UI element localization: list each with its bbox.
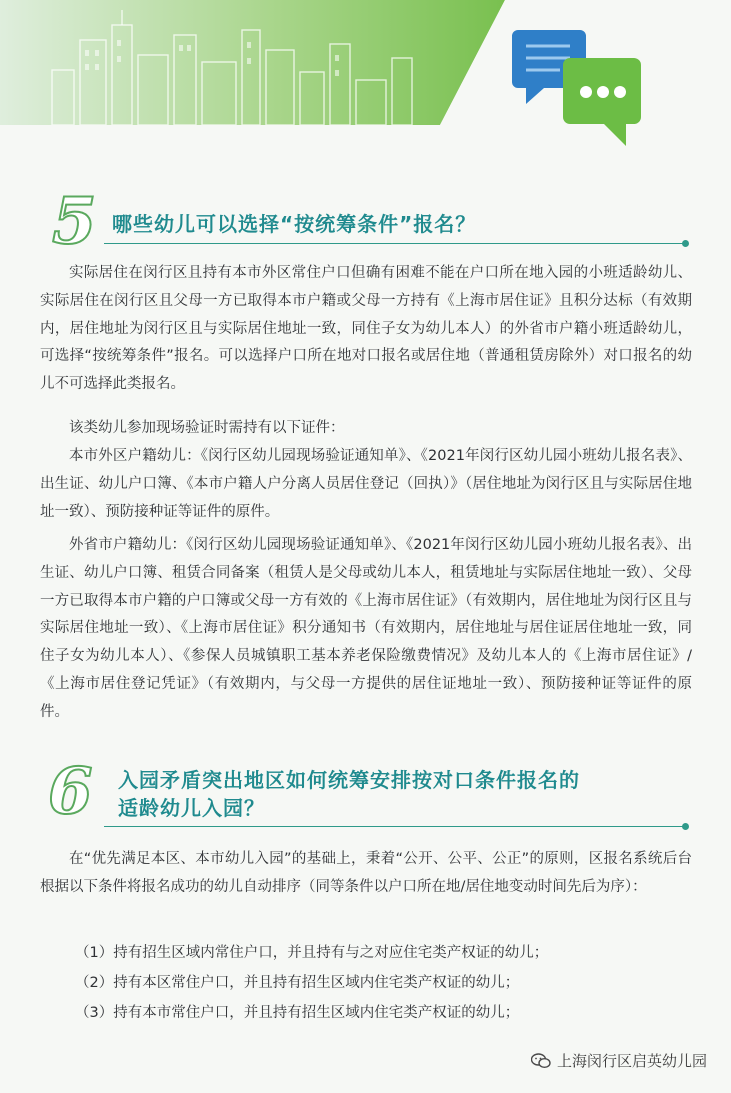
section-5-paragraph-2: 该类幼儿参加现场验证时需持有以下证件： xyxy=(69,420,345,436)
condition-item-1: （1）持有招生区域内常住户口，并且持有与之对应住宅类产权证的幼儿； xyxy=(75,945,549,961)
section-6-divider xyxy=(104,826,686,827)
chat-bubbles-icon xyxy=(510,22,645,162)
section-6-intro: 在“优先满足本区、本市幼儿入园”的基础上，秉着“公开、公平、公正”的原则，区报名系统后台根据以下条件将报名成功的幼儿自动排序（同等条件以户口所在地/居住地变动时间先后为序）： xyxy=(40,851,692,895)
section-6-title-line-1: 入园矛盾突出地区如何统筹安排按对口条件报名的 xyxy=(118,768,580,792)
condition-item-2: （2）持有本区常住户口，并且持有招生区域内住宅类产权证的幼儿； xyxy=(75,975,520,991)
section-5-divider-dot xyxy=(682,240,689,247)
section-6-divider-dot xyxy=(682,823,689,830)
section-5-title: 哪些幼儿可以选择“按统筹条件”报名？ xyxy=(112,212,477,236)
wechat-account-watermark xyxy=(531,1050,707,1071)
section-5-paragraph-4: 外省市户籍幼儿：《闵行区幼儿园现场验证通知单》、《2021年闵行区幼儿园小班幼儿报名表》、出生证、幼儿户口簿、租赁合同备案（租赁人是父母或幼儿本人，租赁地址与实际居住地址一致）、父母一方已取得本市户籍的户口簿或父母一方有效的《上海市居住证》（有效期内，居住地址为闵行区且与实际居住地址一致）、《上海市居住证》积分通知书（有效期内，居住地址与居住证居住地址一致，同住子女为幼儿本人）、《参保人员城镇职工基本养老保险缴费情况》及幼儿本人的《上海市居住证》/《上海市居住登记凭证》（有效期内，与父母一方提供的居住证地址一致）、预防接种证等证件的原件。 xyxy=(40,537,692,720)
condition-item-3: （3）持有本市常住户口，并且持有招生区域内住宅类产权证的幼儿； xyxy=(75,1005,520,1021)
section-5-paragraph-1: 实际居住在闵行区且持有本市外区常住户口但确有困难不能在户口所在地入园的小班适龄幼儿、实际居住在闵行区且父母一方已取得本市户籍或父母一方持有《上海市居住证》且积分达标（有效期内，居住地址为闵行区且与实际居住地址一致，同住子女为幼儿本人）的外省市户籍小班适龄幼儿，可选择“按统筹条件”报名。可以选择户口所在地对口报名或居住地（普通租赁房除外）对口报名的幼儿不可选择此类报名。 xyxy=(40,265,692,393)
section-5-divider xyxy=(104,243,686,244)
section-6-number: 6 xyxy=(48,754,93,829)
wechat-icon xyxy=(531,1053,551,1069)
section-6-title-line-2: 适龄幼儿入园？ xyxy=(118,796,265,820)
section-5-paragraph-3: 本市外区户籍幼儿：《闵行区幼儿园现场验证通知单》、《2021年闵行区幼儿园小班幼儿报名表》、出生证、幼儿户口簿、《本市户籍人户分离人员居住登记（回执）》（居住地址为闵行区且与实际居住地址一致）、预防接种证等证件的原件。 xyxy=(40,448,692,520)
wechat-account-name: 上海闵行区启英幼儿园 xyxy=(556,1052,707,1070)
section-5-number: 5 xyxy=(52,184,97,259)
